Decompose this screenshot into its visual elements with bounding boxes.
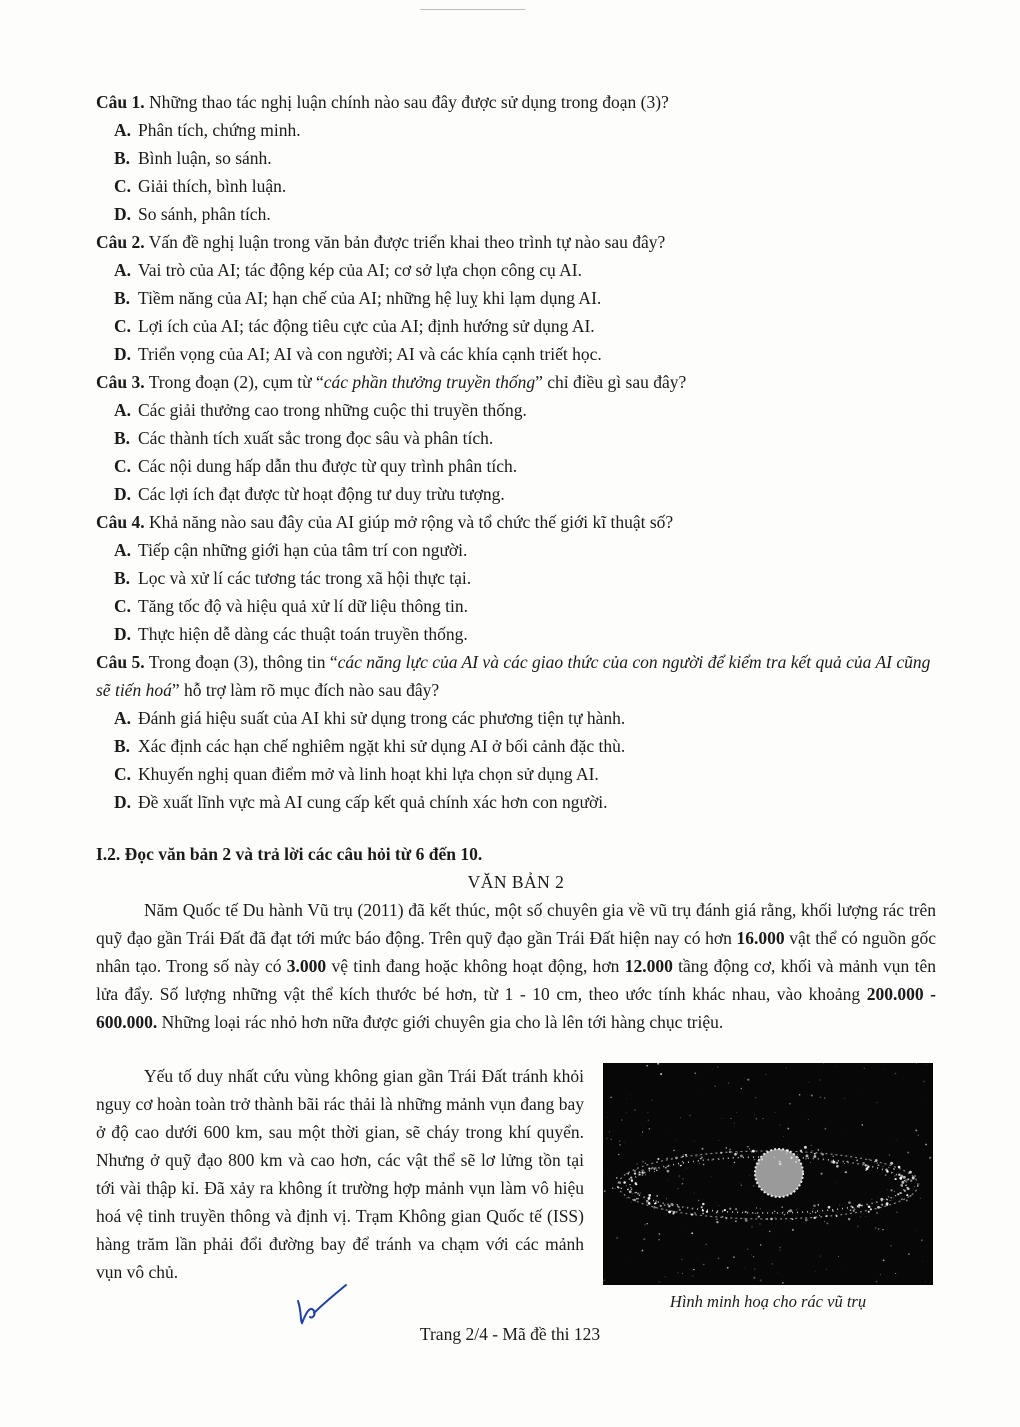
option-text: Khuyến nghị quan điểm mở và linh hoạt khi lựa chọn sử dụng AI. [138,764,599,784]
quoted-phrase: các phần thưởng truyền thống [323,372,536,392]
option-text: Đánh giá hiệu suất của AI khi sử dụng trong các phương tiện tự hành. [138,708,626,728]
option-2c [114,312,936,340]
option-text: Phân tích, chứng minh. [138,120,301,140]
option-letter: C. [114,596,132,616]
paragraph-1 [96,896,936,1036]
option-letter: B. [114,736,131,756]
option-3b [114,424,936,452]
question-number: Câu 1. [96,92,145,112]
top-rule [420,9,525,10]
option-text: Lợi ích của AI; tác động tiêu cực của AI; định hướng sử dụng AI. [138,316,595,336]
bold-number: 16.000 [736,928,785,948]
option-2d [114,340,936,368]
option-text: Tiếp cận những giới hạn của tâm trí con người. [138,540,468,560]
option-letter: B. [114,148,131,168]
option-letter: B. [114,428,131,448]
option-letter: A. [114,120,132,140]
option-letter: C. [114,456,132,476]
question-number: Câu 2. [96,232,145,252]
option-5d [114,788,936,816]
option-2b [114,284,936,312]
question-text: Vấn đề nghị luận trong văn bản được triển khai theo trình tự nào sau đây? [148,232,666,252]
option-text: Lọc và xử lí các tương tác trong xã hội thực tại. [138,568,472,588]
option-4a [114,536,936,564]
option-letter: A. [114,260,132,280]
option-text: Tăng tốc độ và hiệu quả xử lí dữ liệu thông tin. [138,596,469,616]
option-text: Các giải thưởng cao trong những cuộc thi truyền thống. [138,400,527,420]
option-letter: C. [114,176,132,196]
option-1a [114,116,936,144]
bold-number: 3.000 [286,956,327,976]
bold-number: 12.000 [624,956,673,976]
para-text: Những loại rác nhỏ hơn nữa được giới chuyên gia cho là lên tới hàng chục triệu. [157,1012,724,1032]
page-footer: Trang 2/4 - Mã đề thi 123 [419,1324,601,1344]
option-3a [114,396,936,424]
question-text: Khả năng nào sau đây của AI giúp mở rộng và tổ chức thế giới kĩ thuật số? [149,512,674,532]
reading-section [96,840,936,1036]
text-title: VĂN BẢN 2 [467,872,565,892]
question-text-end: ” hỗ trợ làm rõ mục đích nào sau đây? [171,680,440,700]
question-3 [96,368,936,396]
question-number: Câu 5. [96,652,145,672]
quoted-phrase: các năng lực của AI và các giao thức của con người để kiểm tra kết quả của AI cũng sẽ tiến hoá [96,652,931,700]
option-text: Thực hiện dễ dàng các thuật toán truyền thống. [138,624,468,644]
space-debris-illustration [603,1063,933,1285]
question-text: Trong đoạn (3), thông tin “ [148,652,338,672]
option-letter: D. [114,624,132,644]
question-text: Trong đoạn (2), cụm từ “ [148,372,324,392]
option-letter: D. [114,792,132,812]
figure-caption: Hình minh hoạ cho rác vũ trụ [669,1292,867,1311]
option-3d [114,480,936,508]
option-5a [114,704,936,732]
option-letter: D. [114,344,132,364]
option-letter: C. [114,764,132,784]
option-5b [114,732,936,760]
option-4b [114,564,936,592]
option-letter: B. [114,288,131,308]
para-text: vật thể có nguồn gốc nhân tạo. Trong số này có [96,928,936,976]
option-text: Đề xuất lĩnh vực mà AI cung cấp kết quả chính xác hơn con người. [138,792,608,812]
question-text-end: ” chỉ điều gì sau đây? [535,372,687,392]
paragraph-2: Yếu tố duy nhất cứu vùng không gian gần Trái Đất tránh khỏi nguy cơ hoàn toàn trở thành bãi rác thải là những mảnh vụn đang bay ở độ cao dưới 600 km, sau một thời gian, sẽ cháy trong khí quyển. Nhưng ở quỹ đạo 800 km và cao hơn, các vật thể sẽ lơ lửng tồn tại tới vài thập kỉ. Đã xảy ra không ít trường hợp mảnh vụn làm vô hiệu hoá vệ tinh truyền thông và định vị. Trạm Không gian Quốc tế (ISS) hàng trăm lần phải đổi đường bay để tránh va chạm với các mảnh vụn vô chủ. [96,1066,584,1282]
option-text: Các nội dung hấp dẫn thu được từ quy trình phân tích. [138,456,518,476]
option-text: Vai trò của AI; tác động kép của AI; cơ sở lựa chọn công cụ AI. [138,260,582,280]
option-text: Triển vọng của AI; AI và con người; AI và các khía cạnh triết học. [138,344,602,364]
option-letter: D. [114,484,132,504]
option-text: Giải thích, bình luận. [138,176,287,196]
option-text: Xác định các hạn chế nghiêm ngặt khi sử dụng AI ở bối cảnh đặc thù. [138,736,626,756]
question-text: Những thao tác nghị luận chính nào sau đây được sử dụng trong đoạn (3)? [149,92,669,112]
option-4c [114,592,936,620]
space-debris-image [603,1063,933,1285]
para-text: vệ tinh đang hoặc không hoạt động, hơn [326,956,625,976]
option-letter: B. [114,568,131,588]
question-number: Câu 3. [96,372,145,392]
option-text: Tiềm năng của AI; hạn chế của AI; những hệ luỵ khi lạm dụng AI. [138,288,602,308]
option-text: Các lợi ích đạt được từ hoạt động tư duy trừu tượng. [138,484,505,504]
para-text: tầng động cơ, khối và mảnh vụn tên lửa đẩy. Số lượng những vật thể kích thước bé hơn, từ 1 - 10 cm, theo ước tính khác nhau, vào khoảng [96,956,936,1004]
option-letter: D. [114,204,132,224]
question-2 [96,228,936,256]
option-3c [114,452,936,480]
option-text: Các thành tích xuất sắc trong đọc sâu và phân tích. [138,428,494,448]
paragraph-2-column [96,1062,584,1286]
section-title: I.2. Đọc văn bản 2 và trả lời các câu hỏi từ 6 đến 10. [96,844,483,864]
question-1 [96,88,936,116]
question-number: Câu 4. [96,512,145,532]
question-4 [96,508,936,536]
option-1d [114,200,936,228]
option-letter: A. [114,400,132,420]
bold-number: 200.000 - 600.000. [96,984,937,1032]
option-1b [114,144,936,172]
option-2a [114,256,936,284]
handwritten-signature [290,1283,350,1325]
option-letter: A. [114,540,132,560]
option-4d [114,620,936,648]
option-letter: C. [114,316,132,336]
option-1c [114,172,936,200]
question-5 [96,648,936,704]
para-text: Năm Quốc tế Du hành Vũ trụ (2011) đã kết thúc, một số chuyên gia về vũ trụ đánh giá rằng, khối lượng rác trên quỹ đạo gần Trái Đất đã đạt tới mức báo động. Trên quỹ đạo gần Trái Đất hiện nay có hơn [96,900,936,948]
option-text: So sánh, phân tích. [138,204,271,224]
question-list [96,88,936,816]
option-letter: A. [114,708,132,728]
option-text: Bình luận, so sánh. [138,148,272,168]
option-5c [114,760,936,788]
